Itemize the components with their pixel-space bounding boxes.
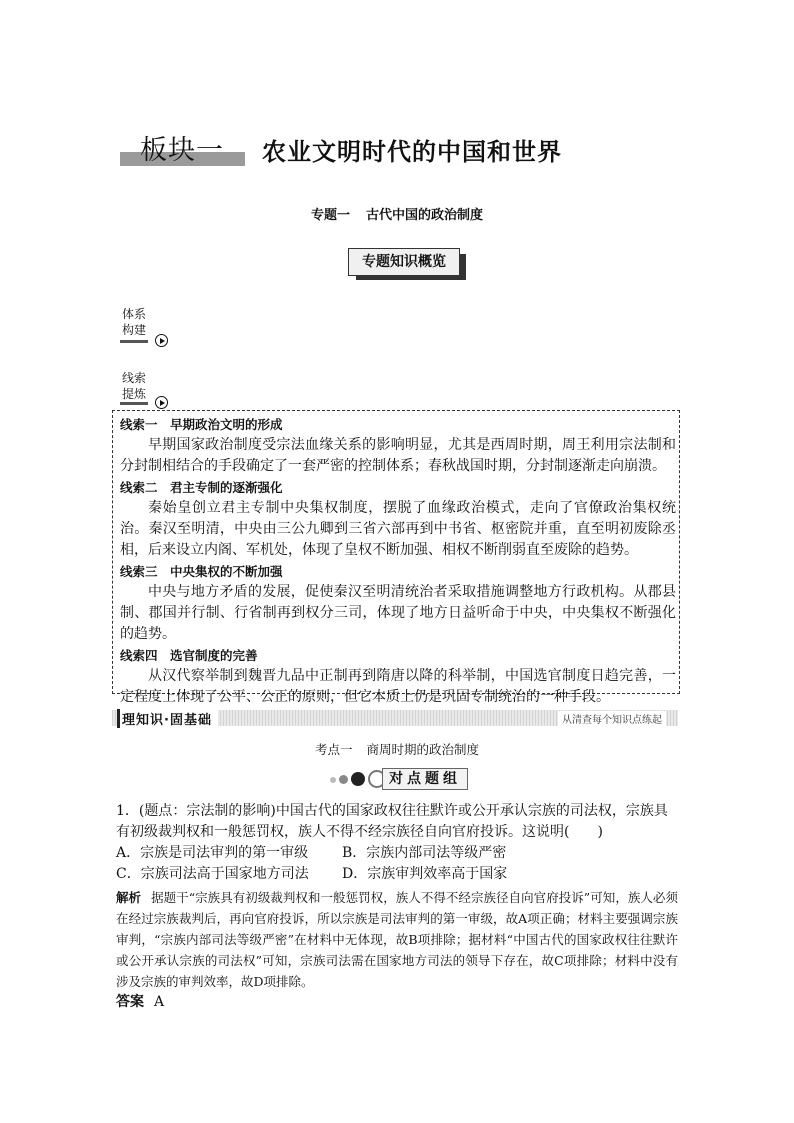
clue-body: 秦始皇创立君主专制中央集权制度，摆脱了血缘政治模式，走向了官僚政治集权统治。秦汉至明清，中央由三公九卿到三省六部再到中书省、枢密院并重，直至明初废除丞相，后来设立内阁、军机处，体现了皇权不断加强、相权不断削弱直至废除的趋势。 [120, 500, 676, 558]
section-label: 板块一 [140, 135, 224, 166]
point-title [0, 740, 794, 758]
side-label-clues [122, 370, 146, 402]
clue-body: 中央与地方矛盾的发展，促使秦汉至明清统治者采取措施调整地方行政机构。从郡县制、郡国并行制、行省制再到权分三司，体现了地方日益听命于中央，中央集权不断强化的趋势。 [120, 584, 676, 642]
topic-number: 专题一 [310, 208, 350, 223]
review-strip-label: 理知识·固基础 [117, 709, 218, 728]
group-label: 对点题组 [382, 768, 468, 790]
clue-heading: 线索四 选官制度的完善 [120, 648, 258, 663]
side-label-clues-line2: 提炼 [122, 387, 147, 401]
review-strip-subtitle: 从清查每个知识点练起 [558, 711, 666, 726]
topic-title [0, 204, 794, 223]
explanation-text: 据题干“宗族具有初级裁判权和一般惩罚权，族人不得不经宗族径自向官府投诉”可知，族人必须在经过宗族裁判后，再向官府投诉，所以宗族是司法审判的第一审级，故A项正确；材料主要强调宗族审判，“宗族内部司法等级严密”在材料中无体现，故B项排除；据材料“中国古代的国家政权往往默许或公开承认宗族的司法权”可知，宗族司法需在国家地方司法的领导下存在，故C项排除；材料中没有涉及宗族的审判效率，故D项排除。 [116, 890, 678, 989]
topic-name: 古代中国的政治制度 [366, 208, 484, 223]
explanation-label: 解析 [116, 890, 142, 905]
options-row [116, 864, 678, 885]
clue-body: 早期国家政治制度受宗法血缘关系的影响明显，尤其是西周时期，周王利用宗法制和分封制相结合的手段确定了一套严密的控制体系；春秋战国时期，分封制逐渐走向崩溃。 [120, 437, 676, 474]
point-name: 商周时期的政治制度 [366, 742, 480, 757]
decor-dot-icon [351, 772, 365, 786]
play-icon[interactable] [155, 334, 168, 347]
section-title: 农业文明时代的中国和世界 [262, 137, 562, 166]
option-d[interactable]: D．宗族审判效率高于国家 [342, 866, 508, 882]
decor-dot-icon [330, 777, 336, 783]
clue-body: 从汉代察举制到魏晋九品中正制再到隋唐以降的科举制，中国选官制度日趋完善，一定程度上体现了公平、公正的原则，但它本质上仍是巩固专制统治的一种手段。 [120, 668, 676, 705]
option-a[interactable]: A．宗族是司法审判的第一审级 [116, 845, 309, 861]
clue-heading: 线索一 早期政治文明的形成 [120, 417, 283, 432]
side-label-system [122, 306, 146, 338]
point-number: 考点一 [314, 742, 353, 757]
clue-heading: 线索二 君主专制的逐渐强化 [120, 480, 283, 495]
side-label-system-line1: 体系 [122, 307, 147, 321]
answer-label: 答案 [116, 994, 144, 1010]
option-b[interactable]: B．宗族内部司法等级严密 [342, 845, 507, 861]
side-label-clues-line1: 线索 [122, 371, 147, 385]
question-block [116, 801, 678, 1013]
explanation [116, 887, 678, 992]
decor-dot-icon [339, 775, 348, 784]
side-label-system-bar [120, 340, 148, 343]
play-icon[interactable] [155, 396, 168, 409]
options-row [116, 843, 678, 864]
option-c[interactable]: C．宗族司法高于国家地方司法 [116, 866, 309, 882]
clues-content [120, 414, 676, 708]
clue-heading: 线索三 中央集权的不断加强 [120, 564, 283, 579]
overview-banner: 专题知识概览 [348, 248, 460, 276]
question-stem: 1．(题点：宗法制的影响)中国古代的国家政权往往默许或公开承认宗族的司法权，宗族具有初级裁判权和一般惩罚权，族人不得不经宗族径自向官府投诉。这说明( ) [116, 803, 668, 840]
answer-value: A [154, 994, 165, 1010]
side-label-system-line2: 构建 [122, 323, 147, 337]
side-label-clues-bar [120, 402, 148, 405]
answer [116, 992, 678, 1013]
